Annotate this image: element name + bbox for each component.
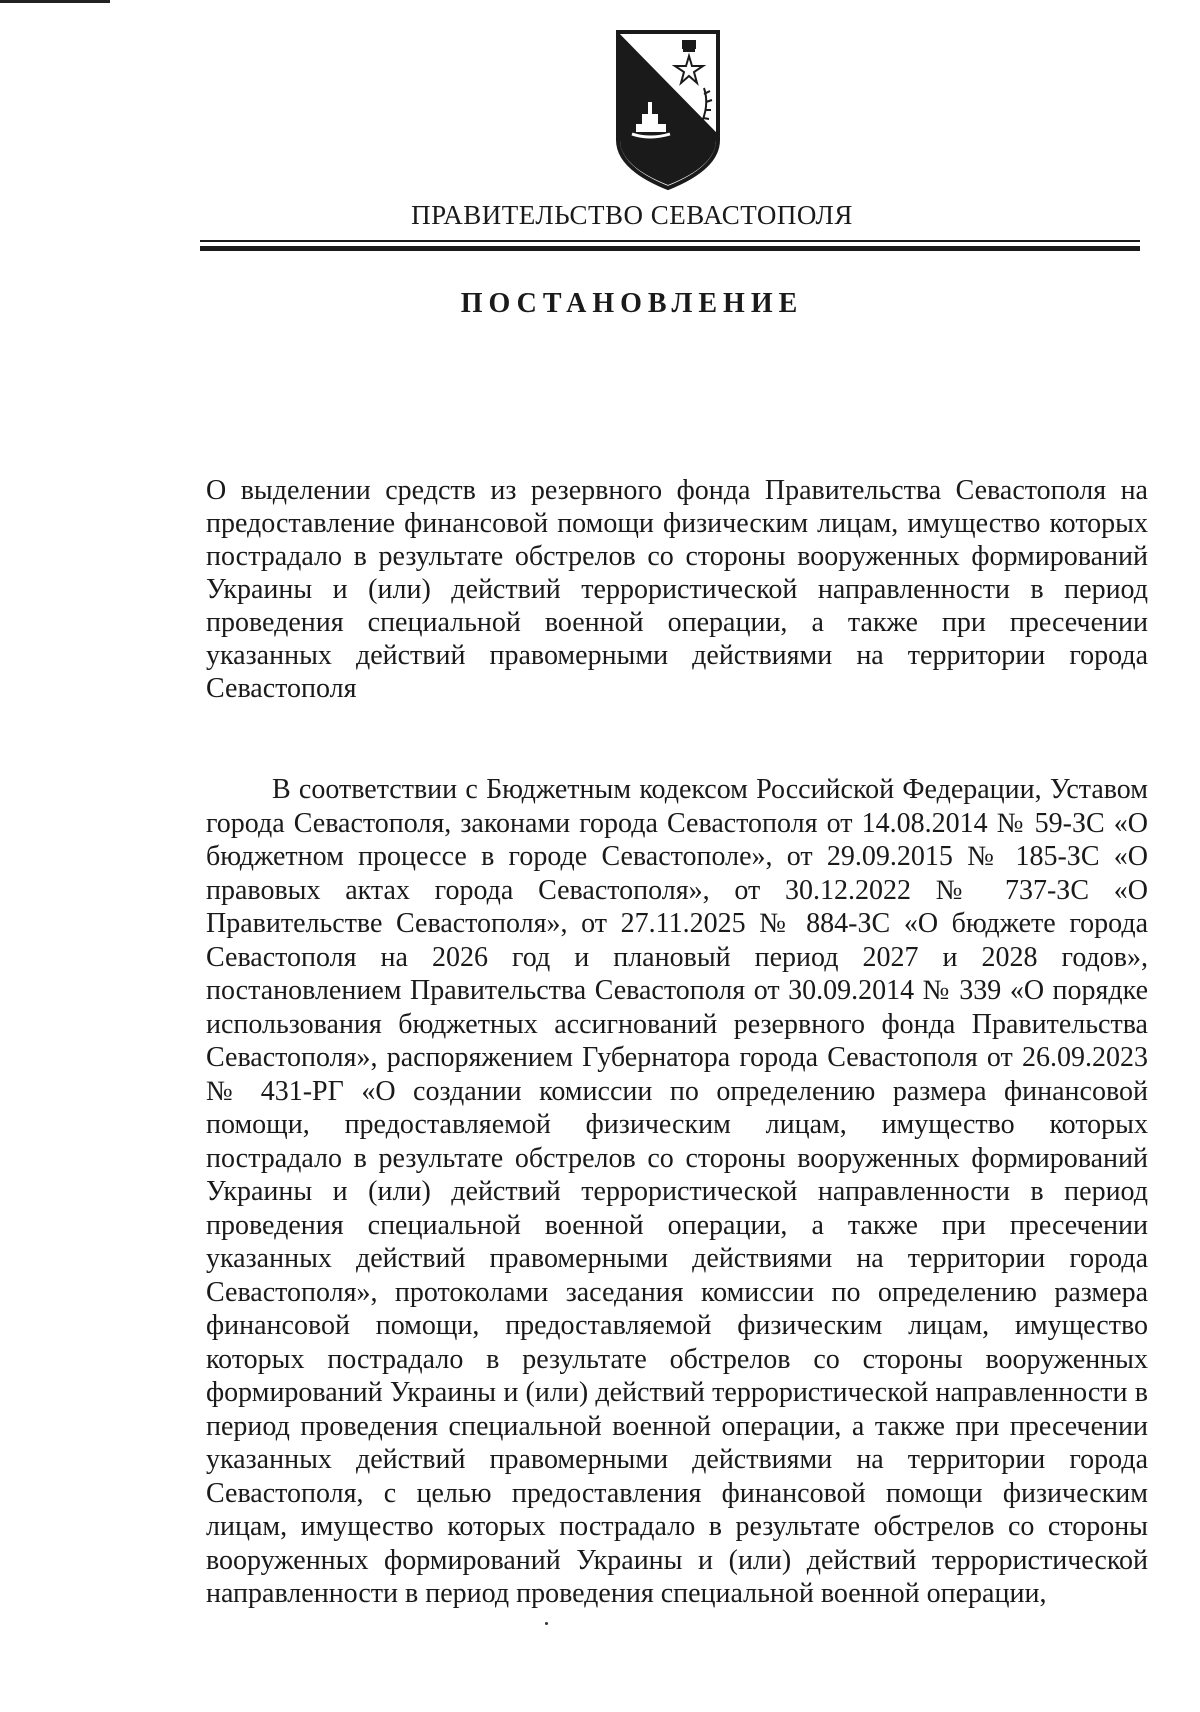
header-divider-thin (200, 240, 1140, 242)
document-subject: О выделении средств из резервного фонда Правительства Севастополя на предоставление финансовой помощи физическим лицам, имущество которых пострадало в результате обстрелов со стороны вооруженных формирований Украины и (или) действий террористической направленности в период проведения специальной военной операции, а также при пресечении указанных действий правомерными действиями на территории города Севастополя (206, 475, 1148, 704)
scan-speck (545, 1622, 548, 1625)
scan-artifact (0, 0, 110, 3)
header-divider-thick (200, 246, 1140, 251)
document-body-paragraph: В соответствии с Бюджетным кодексом Российской Федерации, Уставом города Севастополя, законами города Севастополя от 14.08.2014 № 59-ЗС «О бюджетном процессе в городе Севастополе», от 29.09.2015 № 185-ЗС «О правовых актах города Севастополя», от 30.12.2022 № 737-ЗС «О Правительстве Севастополя», от 27.11.2025 № 884-ЗС «О бюджете города Севастополя на 2026 год и плановый период 2027 и 2028 годов», постановлением Правительства Севастополя от 30.09.2014 № 339 «О порядке использования бюджетных ассигнований резервного фонда Правительства Севастополя», распоряжением Губернатора города Севастополя от 26.09.2023 № 431-РГ «О создании комиссии по определению размера финансовой помощи, предоставляемой физическим лицам, имущество которых пострадало в результате обстрелов со стороны вооруженных формирований Украины и (или) действий террористической направленности в период проведения специальной военной операции, а также при пресечении указанных действий правомерными действиями на территории города Севастополя», протоколами заседания комиссии по определению размера финансовой помощи, предоставляемой физическим лицам, имущество которых пострадало в результате обстрелов со стороны вооруженных формирований Украины и (или) действий террористической направленности в период проведения специальной военной операции, а также при пресечении указанных действий правомерными действиями на территории города Севастополя, с целью предоставления финансовой помощи физическим лицам, имущество которых пострадало в результате обстрелов со стороны вооруженных формирований Украины и (или) действий террористической направленности в период проведения специальной военной операции, (206, 774, 1148, 1609)
coat-of-arms-icon (612, 28, 724, 192)
organization-title: ПРАВИТЕЛЬСТВО СЕВАСТОПОЛЯ (411, 200, 853, 230)
document-type-heading: ПОСТАНОВЛЕНИЕ (460, 288, 804, 319)
